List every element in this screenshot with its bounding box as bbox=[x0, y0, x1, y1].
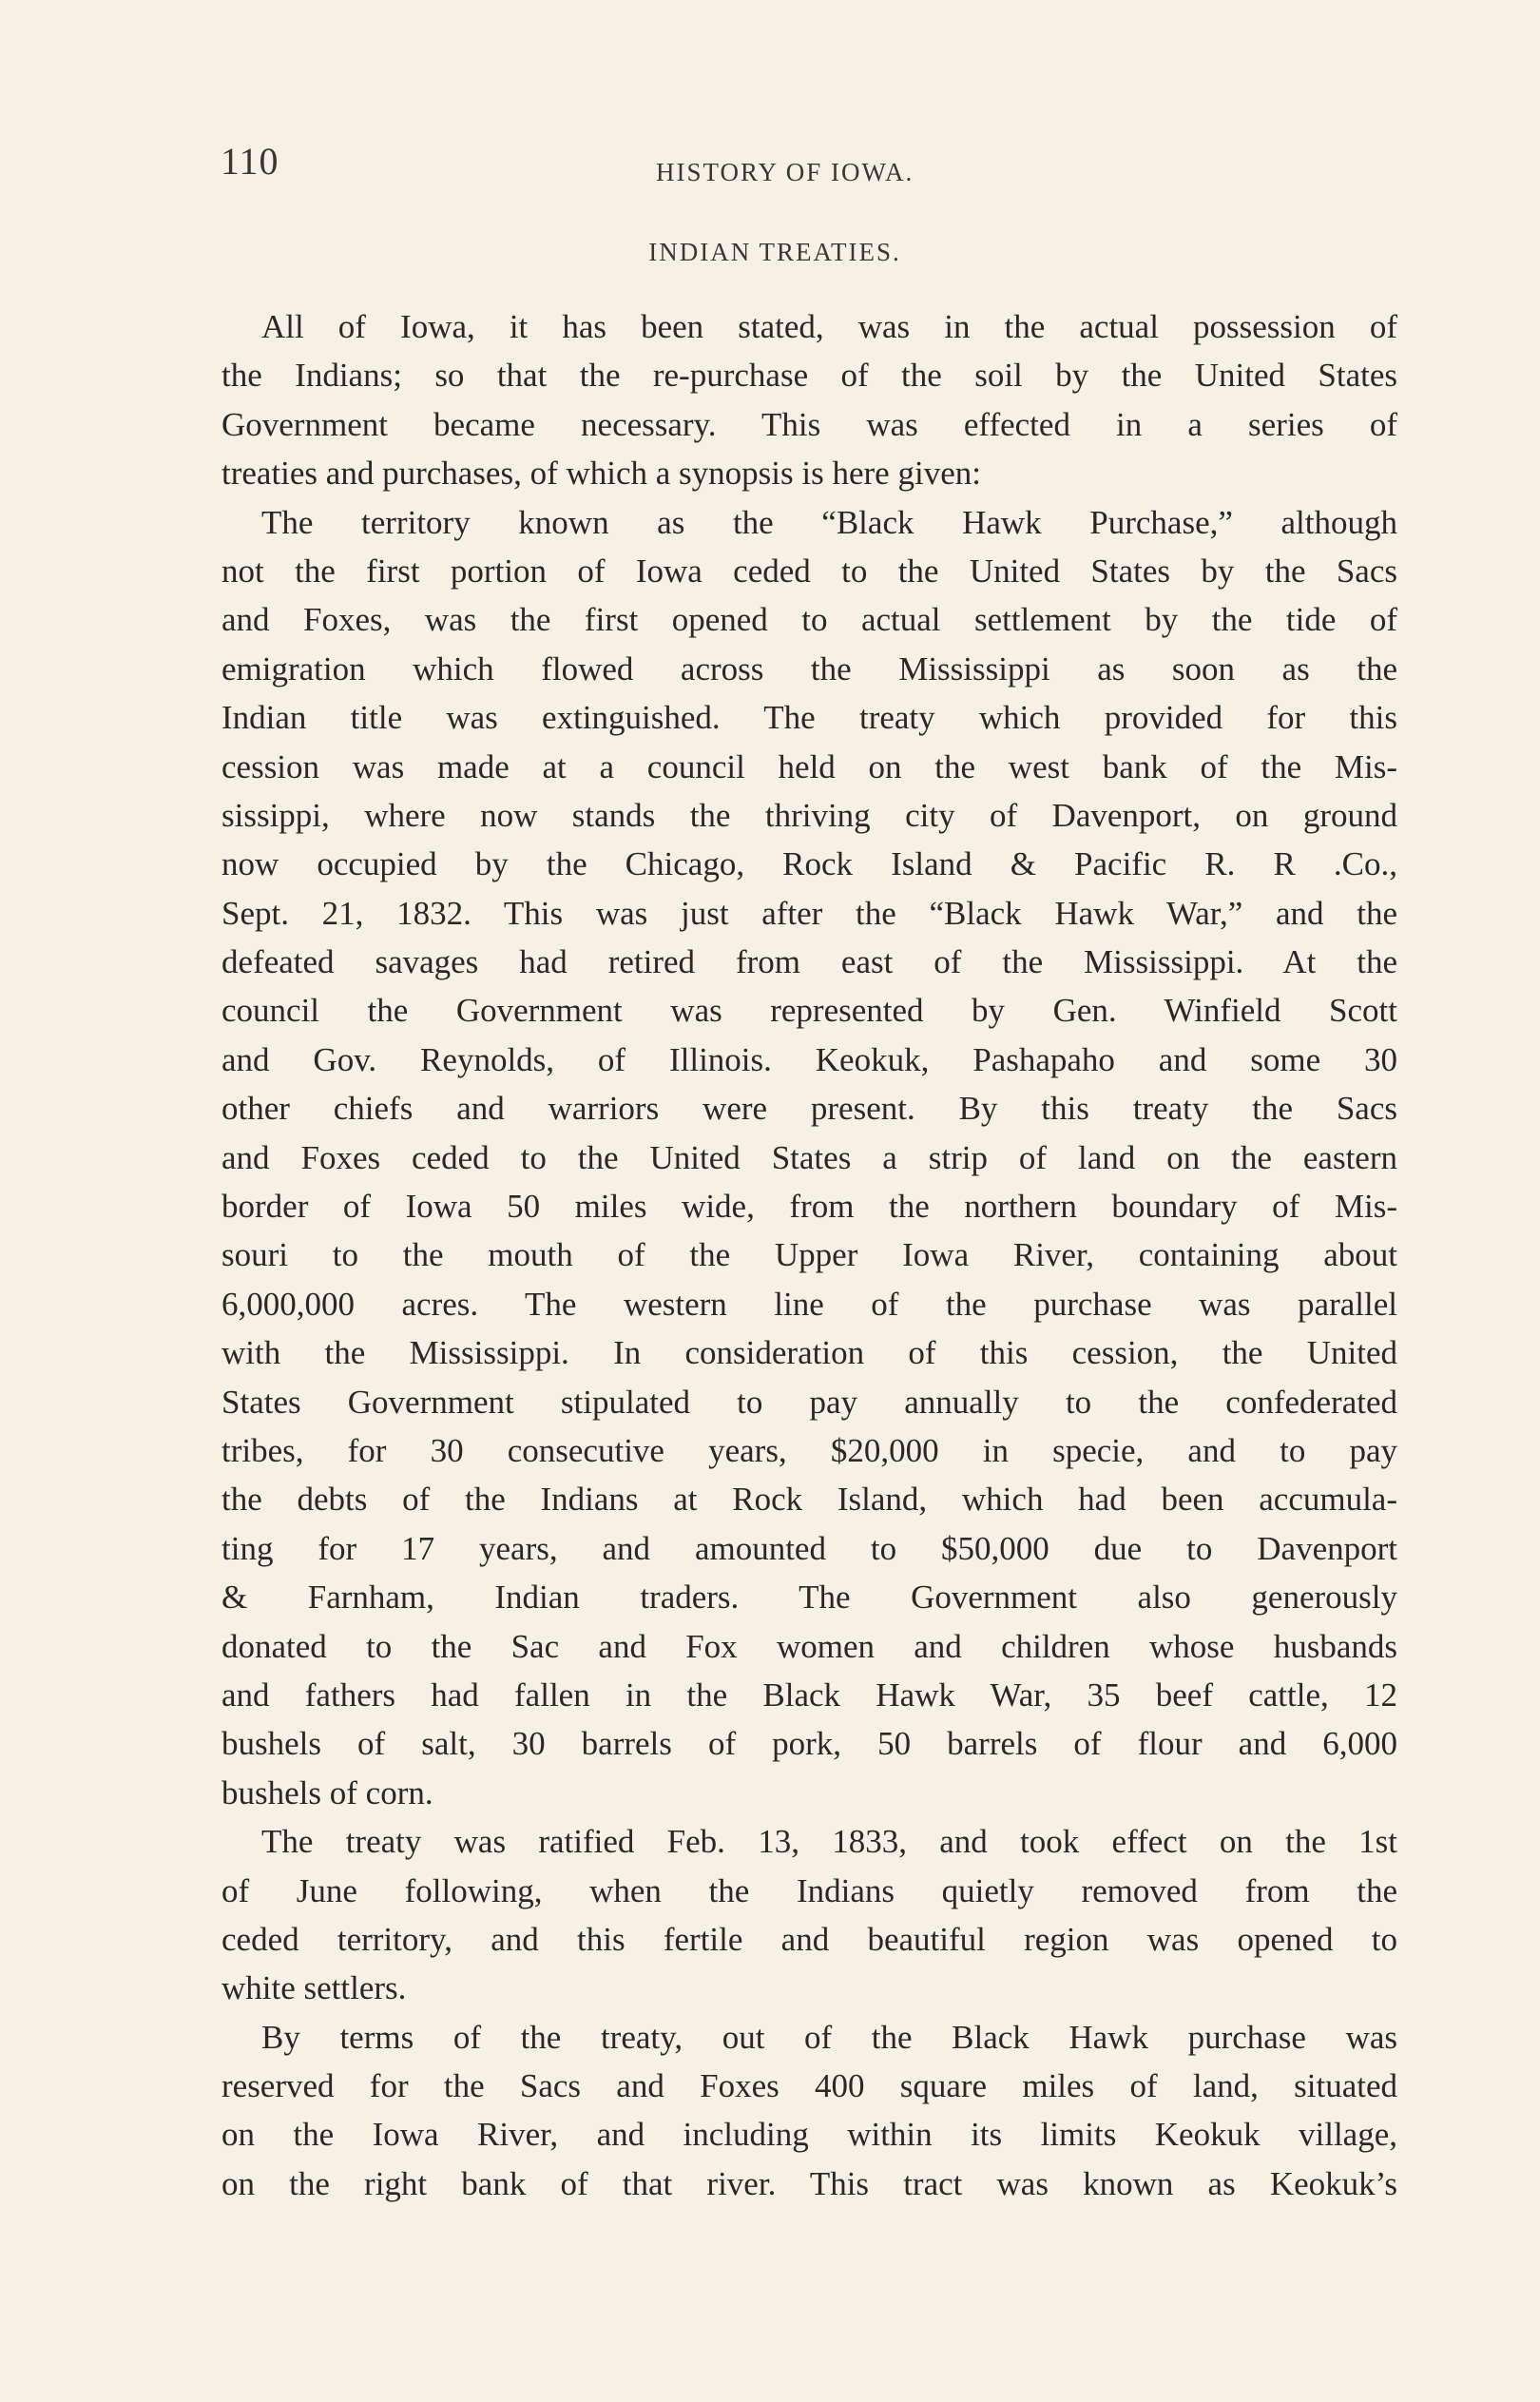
text-line: ceded territory, and this fertile and beautiful region was opened to bbox=[221, 1920, 1397, 1958]
text-line: Sept. 21, 1832. This was just after the “Black Hawk War,” and the bbox=[221, 894, 1397, 932]
text-line: souri to the mouth of the Upper Iowa River, containing about bbox=[221, 1236, 1397, 1274]
text-line: of June following, when the Indians quietly removed from the bbox=[221, 1871, 1397, 1909]
text-line: council the Government was represented by Gen. Winfield Scott bbox=[221, 992, 1397, 1030]
text-line: with the Mississippi. In consideration of this cession, the United bbox=[221, 1334, 1397, 1372]
text-line: border of Iowa 50 miles wide, from the northern boundary of Mis- bbox=[221, 1188, 1397, 1226]
text-line: By terms of the treaty, out of the Black Hawk purchase was bbox=[261, 2018, 1397, 2056]
text-line: and fathers had fallen in the Black Hawk War, 35 beef cattle, 12 bbox=[221, 1676, 1397, 1714]
text-line: The territory known as the “Black Hawk Purchase,” although bbox=[261, 503, 1397, 541]
text-line: treaties and purchases, of which a synopsis is here given: bbox=[221, 455, 981, 493]
text-line: and Foxes ceded to the United States a strip of land on the eastern bbox=[221, 1138, 1397, 1176]
body-text bbox=[221, 302, 1397, 2208]
text-line: defeated savages had retired from east of the Mississippi. At the bbox=[221, 943, 1397, 981]
text-line: bushels of corn. bbox=[221, 1773, 433, 1811]
text-line: white settlers. bbox=[221, 1969, 407, 2007]
text-line: the debts of the Indians at Rock Island, which had been accumula- bbox=[221, 1481, 1397, 1519]
text-line: 6,000,000 acres. The western line of the purchase was parallel bbox=[221, 1285, 1397, 1323]
running-head: HISTORY OF IOWA. bbox=[656, 158, 914, 186]
text-line: cession was made at a council held on the west bank of the Mis- bbox=[221, 747, 1397, 785]
text-line: tribes, for 30 consecutive years, $20,000 in specie, and to pay bbox=[221, 1431, 1397, 1469]
text-line: the Indians; so that the re-purchase of the soil by the United States bbox=[221, 357, 1397, 395]
text-line: on the Iowa River, and including within its limits Keokuk village, bbox=[221, 2116, 1397, 2154]
text-line: on the right bank of that river. This tract was known as Keokuk’s bbox=[221, 2164, 1397, 2202]
text-line: now occupied by the Chicago, Rock Island & Pacific R. R .Co., bbox=[221, 845, 1397, 883]
text-line: All of Iowa, it has been stated, was in the actual possession of bbox=[261, 308, 1397, 345]
text-line: and Gov. Reynolds, of Illinois. Keokuk, Pashapaho and some 30 bbox=[221, 1040, 1397, 1078]
text-line: not the first portion of Iowa ceded to the United States by the Sacs bbox=[221, 552, 1397, 590]
text-line: & Farnham, Indian traders. The Government also generously bbox=[221, 1579, 1397, 1617]
text-line: donated to the Sac and Fox women and children whose husbands bbox=[221, 1627, 1397, 1665]
text-line: Government became necessary. This was effected in a series of bbox=[221, 405, 1397, 443]
text-line: ting for 17 years, and amounted to $50,000 due to Davenport bbox=[221, 1529, 1397, 1567]
text-line: Indian title was extinguished. The treaty which provided for this bbox=[221, 699, 1397, 737]
text-line: emigration which flowed across the Mississippi as soon as the bbox=[221, 649, 1397, 688]
text-line: other chiefs and warriors were present. By this treaty the Sacs bbox=[221, 1090, 1397, 1128]
text-line: The treaty was ratified Feb. 13, 1833, and took effect on the 1st bbox=[261, 1823, 1397, 1861]
text-line: States Government stipulated to pay annually to the confederated bbox=[221, 1383, 1397, 1421]
text-line: sissippi, where now stands the thriving city of Davenport, on ground bbox=[221, 796, 1397, 834]
text-line: and Foxes, was the first opened to actual settlement by the tide of bbox=[221, 601, 1397, 639]
text-line: reserved for the Sacs and Foxes 400 square miles of land, situated bbox=[221, 2067, 1397, 2105]
page-number: 110 bbox=[221, 140, 279, 183]
section-title: INDIAN TREATIES. bbox=[648, 238, 901, 266]
text-line: bushels of salt, 30 barrels of pork, 50 barrels of flour and 6,000 bbox=[221, 1725, 1397, 1763]
